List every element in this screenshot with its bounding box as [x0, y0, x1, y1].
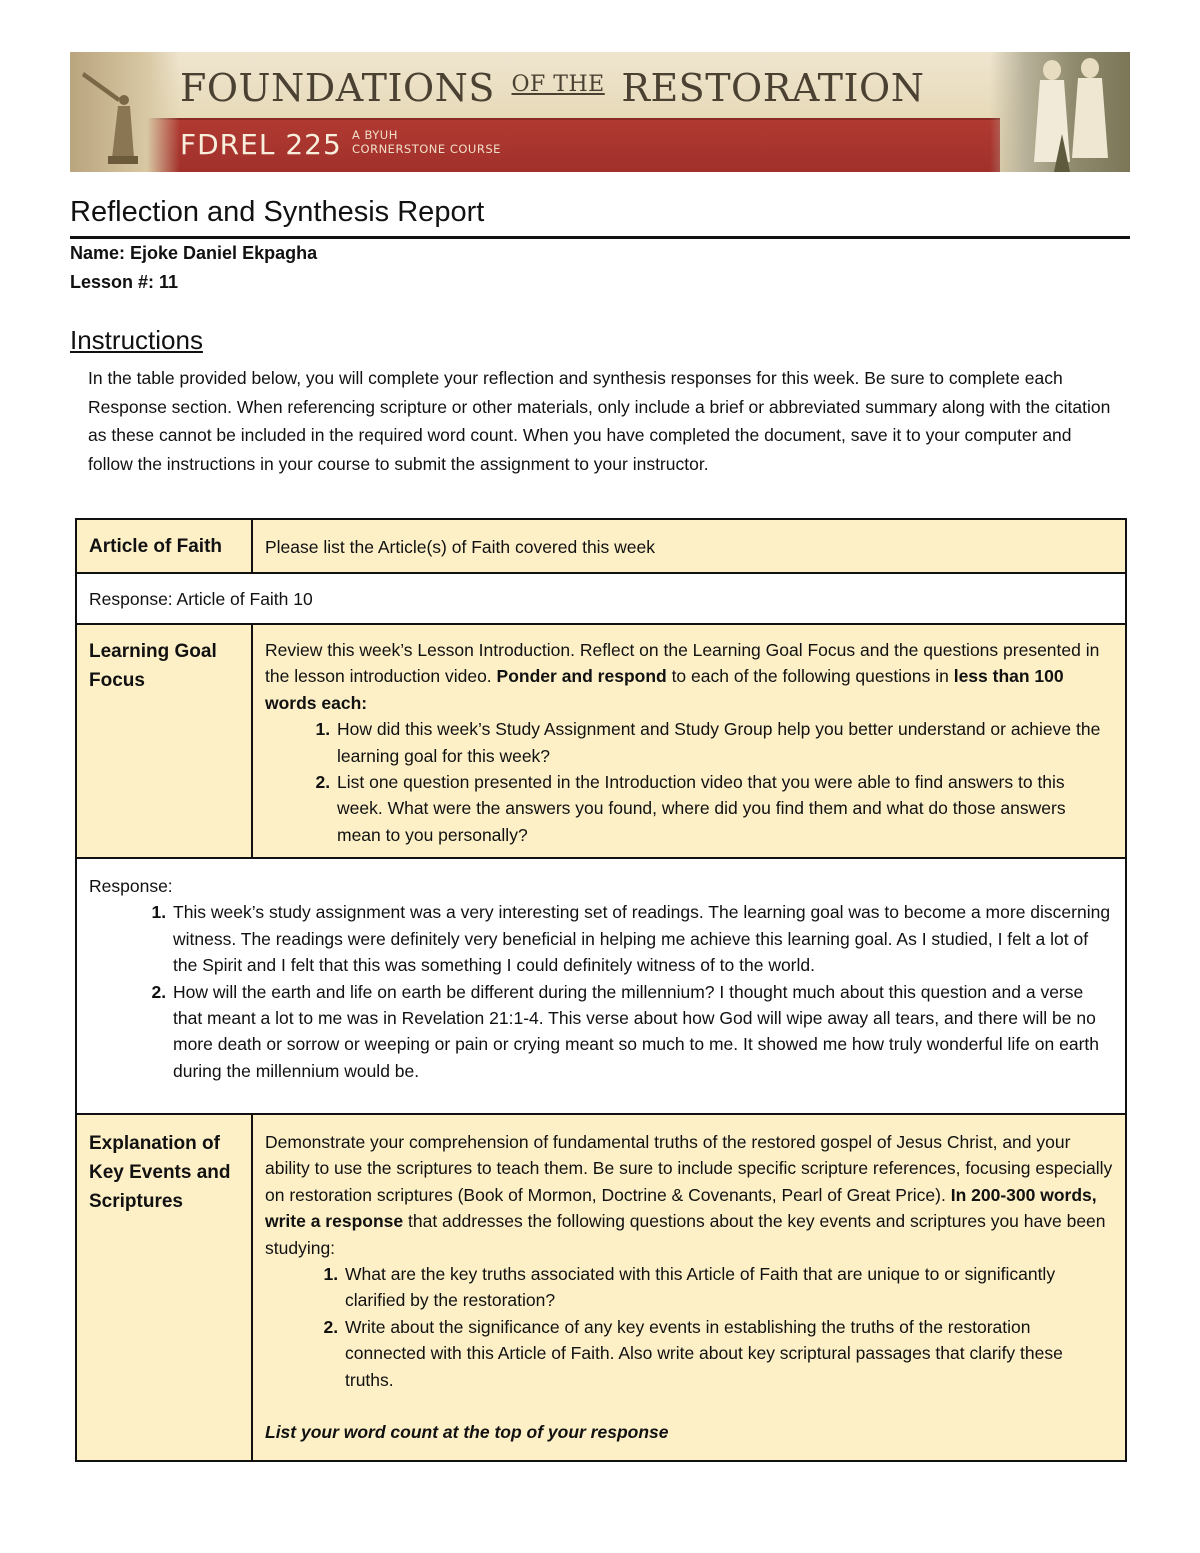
reflection-table	[75, 518, 1127, 1462]
learning-goal-bold-limit: less than 100 words each:	[265, 666, 1064, 713]
banner-course-code: FDREL 225	[180, 128, 342, 161]
learning-goal-response-row	[77, 859, 1125, 1115]
instructions-heading: Instructions	[70, 325, 203, 355]
key-events-row	[77, 1115, 1125, 1460]
learning-goal-instructions	[265, 637, 1113, 716]
learning-goal-prompt	[253, 625, 1125, 857]
learning-goal-bold-ponder: Ponder and respond	[496, 666, 667, 687]
banner-title-of-the: OF THE	[511, 72, 605, 97]
title-divider	[70, 236, 1130, 239]
banner-title	[180, 66, 980, 110]
banner-title-restoration: RESTORATION	[621, 66, 925, 110]
key-events-question: 2. Write about the significance of any key events in establishing the truths of the restoration connected with this Article of Faith. Also write about key scriptural passages that clarify these truths.	[343, 1314, 1113, 1393]
learning-goal-response-item: 1. This week’s study assignment was a very interesting set of readings. The learning goal was to become a more discerning witness. The readings were definitely very beneficial in helping me achieve this learning goal. As I studied, I felt a lot of the Spirit and I felt that this was something I could definitely witness of to the world.	[171, 899, 1113, 978]
learning-goal-label: Learning Goal Focus	[77, 625, 253, 857]
article-of-faith-row	[77, 520, 1125, 574]
banner-course-subtitle	[352, 128, 552, 156]
learning-goal-response-item: 2. How will the earth and life on earth be different during the millennium? I thought much about this question and a verse that meant a lot to me was in Revelation 21:1-4. This verse about how God will wipe away all tears, and there will be no more death or sorrow or weeping or pain or crying meant so much to me. It showed me how truly wonderful life on earth during the millennium would be.	[171, 979, 1113, 1085]
learning-goal-response-label: Response:	[89, 876, 173, 896]
banner-title-foundations: FOUNDATIONS	[180, 66, 495, 110]
learning-goal-questions	[265, 716, 1113, 848]
learning-goal-response[interactable]	[77, 859, 1125, 1113]
key-events-intro: Demonstrate your comprehension of fundamental truths of the restored gospel of Jesus Christ, and your ability to use the scriptures to teach them. Be sure to include specific scripture references, focusing especially on restoration scriptures (Book of Mormon, Doctrine & Covenants, Pearl of Great Price).	[265, 1132, 1113, 1205]
banner-subtitle-line1: A BYUH	[352, 128, 398, 142]
key-events-prompt	[253, 1115, 1125, 1460]
student-name: Name: Ejoke Daniel Ekpagha	[70, 243, 318, 263]
report-title: Reflection and Synthesis Report	[70, 196, 485, 228]
key-events-question: 1. What are the key truths associated with this Article of Faith that are unique to or significantly clarified by the restoration?	[343, 1261, 1113, 1314]
key-events-questions	[265, 1261, 1113, 1393]
key-events-instructions	[265, 1129, 1113, 1261]
learning-goal-response-list	[89, 899, 1113, 1084]
learning-goal-question: 2. List one question presented in the Introduction video that you were able to find answers to this week. What were the answers you found, where did you find them and what do those answers mean to you personally?	[335, 769, 1113, 848]
key-events-bold-wordcount: In 200-300 words, write a response	[265, 1184, 1097, 1232]
learning-goal-mid: to each of the following questions in	[666, 666, 954, 687]
instructions-body: In the table provided below, you will complete your reflection and synthesis responses for this week. Be sure to complete each Response section. When referencing scripture or other materials, only include a brief or abbreviated summary along with the citation as these cannot be included in the required word count. When you have completed the document, save it to your computer and follow the instructions in your course to submit the assignment to your instructor.	[88, 368, 1111, 474]
banner-subtitle-line2: CORNERSTONE COURSE	[352, 142, 501, 156]
angel-moroni-statue-icon	[70, 52, 180, 172]
course-banner	[70, 52, 1130, 172]
lesson-number: Lesson #: 11	[70, 272, 179, 292]
key-events-label: Explanation of Key Events and Scriptures	[77, 1115, 253, 1460]
key-events-tail: that addresses the following questions about the key events and scriptures you have been studying:	[265, 1211, 1106, 1258]
article-of-faith-prompt: Please list the Article(s) of Faith covered this week	[253, 520, 1125, 572]
learning-goal-row	[77, 625, 1125, 859]
word-count-note: List your word count at the top of your response	[265, 1422, 669, 1443]
learning-goal-intro: Review this week’s Lesson Introduction. Reflect on the Learning Goal Focus and the questions presented in the lesson introduction video.	[265, 640, 1100, 687]
article-of-faith-label: Article of Faith	[77, 520, 253, 572]
article-response[interactable]: Response: Article of Faith 10	[77, 574, 1125, 623]
article-response-row	[77, 574, 1125, 625]
learning-goal-question: 1. How did this week’s Study Assignment and Study Group help you better understand or achieve the learning goal for this week?	[335, 716, 1113, 769]
heavenly-figures-art-icon	[990, 52, 1130, 172]
